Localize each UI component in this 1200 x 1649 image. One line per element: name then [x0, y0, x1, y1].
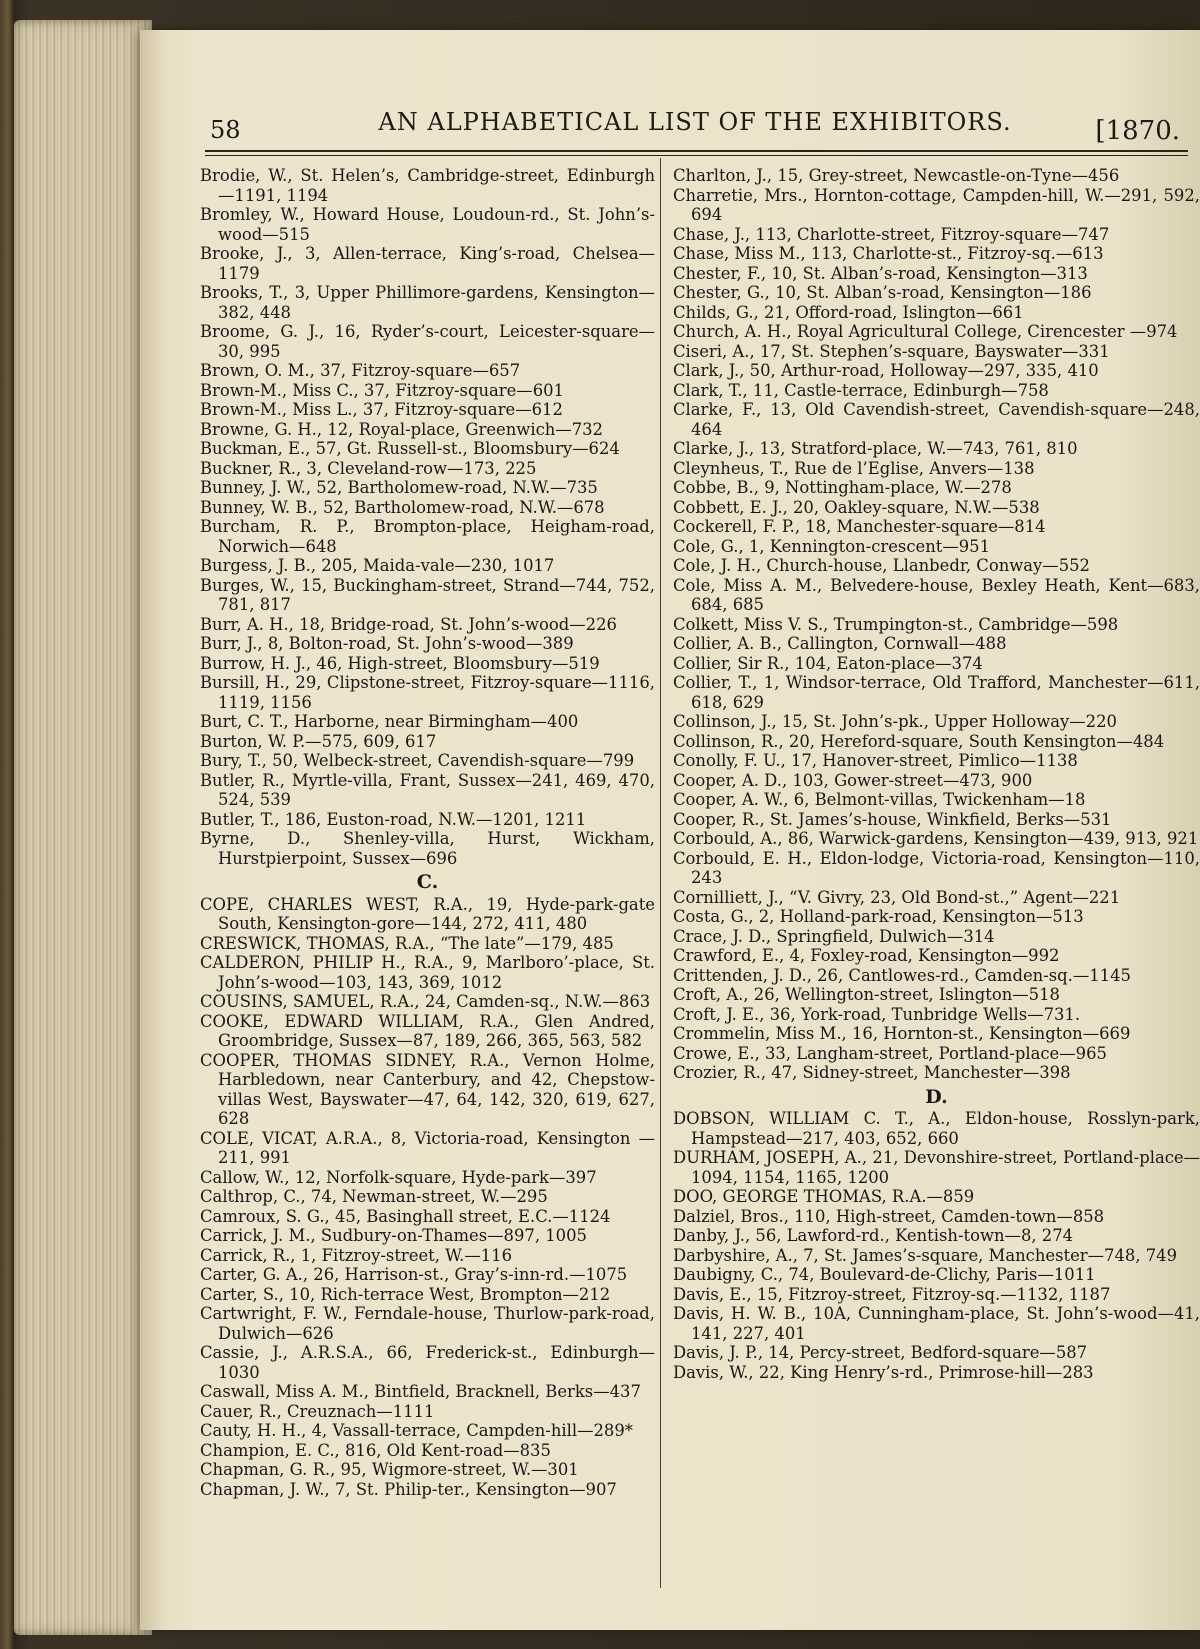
exhibitor-entry: Cole, Miss A. M., Belvedere-house, Bexley Heath, Kent—683, 684, 685: [673, 575, 1200, 614]
exhibitor-entry: Cartwright, F. W., Ferndale-house, Thurlow-park-road, Dulwich—626: [200, 1304, 655, 1343]
exhibitor-entry: Davis, E., 15, Fitzroy-street, Fitzroy-sq.—1132, 1187: [673, 1284, 1111, 1304]
exhibitor-entry: Collier, T., 1, Windsor-terrace, Old Trafford, Manchester—611, 618, 629: [673, 673, 1200, 712]
year-label: [1870.: [1095, 116, 1180, 146]
exhibitor-entry: Clarke, J., 13, Stratford-place, W.—743, 761, 810: [673, 439, 1078, 458]
exhibitor-entry: DOO, GEORGE THOMAS, R.A.—859: [673, 1187, 975, 1206]
exhibitor-entry: DOBSON, WILLIAM C. T., A., Eldon-house, Rosslyn-park, Hampstead—217, 403, 652, 660: [673, 1109, 1200, 1148]
exhibitor-entry: Collinson, R., 20, Hereford-square, South Kensington—484: [673, 731, 1165, 751]
exhibitor-entry: COUSINS, SAMUEL, R.A., 24, Camden-sq., N.W.—863: [200, 992, 651, 1011]
exhibitor-entry: Collier, A. B., Callington, Cornwall—488: [673, 634, 1007, 653]
exhibitor-entry: Crommelin, Miss M., 16, Hornton-st., Kensington—669: [673, 1024, 1131, 1043]
exhibitor-entry: Butler, T., 186, Euston-road, N.W.—1201, 1211: [200, 809, 587, 829]
exhibitor-entry: Chapman, J. W., 7, St. Philip-ter., Kensington—907: [200, 1479, 617, 1499]
exhibitor-entry: Daubigny, C., 74, Boulevard-de-Clichy, Paris—1011: [673, 1265, 1096, 1284]
exhibitor-entry: Cockerell, F. P., 18, Manchester-square—814: [673, 517, 1046, 536]
exhibitor-entry: Croft, J. E., 36, York-road, Tunbridge Wells—731.: [673, 1004, 1081, 1024]
exhibitor-entry: Cauty, H. H., 4, Vassall-terrace, Campden-hill—289*: [200, 1421, 633, 1440]
exhibitor-entry: Ciseri, A., 17, St. Stephen’s-square, Bayswater—331: [673, 341, 1110, 361]
exhibitor-entry: Burgess, J. B., 205, Maida-vale—230, 1017: [200, 556, 555, 575]
exhibitor-entry: Byrne, D., Shenley-villa, Hurst, Wickham, Hurstpierpoint, Sussex—696: [200, 829, 655, 868]
exhibitor-entry: COOPER, THOMAS SIDNEY, R.A., Vernon Holme, Harbledown, near Canterbury, and 42, Chepstow-villas West, Bayswater—47, 64, 142, 320, 619, 627, 628: [200, 1050, 655, 1128]
exhibitor-entry: Corbould, A., 86, Warwick-gardens, Kensington—439, 913, 921: [673, 829, 1199, 848]
exhibitor-entry: Collinson, J., 15, St. John’s-pk., Upper Holloway—220: [673, 712, 1117, 731]
exhibitor-entry: Crawford, E., 4, Foxley-road, Kensington—992: [673, 946, 1060, 965]
exhibitor-entry: Clark, J., 50, Arthur-road, Holloway—297, 335, 410: [673, 361, 1099, 380]
exhibitor-entry: Cauer, R., Creuznach—1111: [200, 1401, 435, 1421]
exhibitor-entry: Collier, Sir R., 104, Eaton-place—374: [673, 653, 983, 673]
page-edges: [14, 20, 152, 1635]
exhibitor-entry: Bunney, W. B., 52, Bartholomew-road, N.W.—678: [200, 497, 605, 517]
exhibitor-entry: CALDERON, PHILIP H., R.A., 9, Marlboro’-place, St. John’s-wood—103, 143, 369, 1012: [200, 953, 655, 992]
exhibitor-entry: Cornilliett, J., “V. Givry, 23, Old Bond-st.,” Agent—221: [673, 887, 1121, 907]
exhibitor-entry: DURHAM, JOSEPH, A., 21, Devonshire-street, Portland-place—1094, 1154, 1165, 1200: [673, 1148, 1200, 1187]
exhibitor-entry: Carrick, R., 1, Fitzroy-street, W.—116: [200, 1245, 513, 1265]
exhibitor-entry: Brown, O. M., 37, Fitzroy-square—657: [200, 361, 521, 380]
exhibitor-entry: Danby, J., 56, Lawford-rd., Kentish-town—8, 274: [673, 1226, 1074, 1245]
exhibitor-entry: Cleynheus, T., Rue de l’Eglise, Anvers—138: [673, 458, 1035, 478]
exhibitor-entry: Cooper, R., St. James’s-house, Winkfield, Berks—531: [673, 809, 1112, 829]
exhibitor-entry: Burton, W. P.—575, 609, 617: [200, 731, 437, 751]
exhibitor-entry: Cole, J. H., Church-house, Llanbedr, Conway—552: [673, 556, 1090, 575]
exhibitor-entry: Callow, W., 12, Norfolk-square, Hyde-park—397: [200, 1167, 597, 1187]
exhibitor-entry: Brooke, J., 3, Allen-terrace, King’s-road, Chelsea—1179: [200, 244, 655, 283]
exhibitor-entry: Carrick, J. M., Sudbury-on-Thames—897, 1005: [200, 1226, 587, 1245]
exhibitor-entry: Cassie, J., A.R.S.A., 66, Frederick-st., Edinburgh—1030: [200, 1343, 655, 1382]
exhibitor-entry: Conolly, F. U., 17, Hanover-street, Pimlico—1138: [673, 751, 1078, 770]
exhibitor-entry: Champion, E. C., 816, Old Kent-road—835: [200, 1440, 551, 1460]
header-rule: [205, 150, 1188, 152]
exhibitor-entry: Burr, A. H., 18, Bridge-road, St. John’s-wood—226: [200, 614, 617, 634]
exhibitor-entry: Davis, H. W. B., 10A, Cunningham-place, St. John’s-wood—41, 141, 227, 401: [673, 1304, 1200, 1343]
exhibitor-entry: Croft, A., 26, Wellington-street, Islington—518: [673, 985, 1060, 1004]
exhibitor-entry: Caswall, Miss A. M., Bintfield, Bracknell, Berks—437: [200, 1382, 641, 1401]
exhibitor-entry: Colkett, Miss V. S., Trumpington-st., Cambridge—598: [673, 614, 1119, 634]
exhibitor-entry: Church, A. H., Royal Agricultural College, Cirencester —974: [673, 322, 1178, 341]
section-letter: C.: [416, 871, 439, 893]
exhibitor-entry: Crozier, R., 47, Sidney-street, Manchester—398: [673, 1063, 1071, 1082]
exhibitor-entry: Burges, W., 15, Buckingham-street, Strand—744, 752, 781, 817: [200, 575, 655, 614]
exhibitor-entry: Cole, G., 1, Kennington-crescent—951: [673, 536, 991, 556]
exhibitor-entry: Charretie, Mrs., Hornton-cottage, Campden-hill, W.—291, 592, 694: [673, 185, 1200, 224]
exhibitor-entry: Chapman, G. R., 95, Wigmore-street, W.—301: [200, 1460, 579, 1479]
exhibitor-entry: Carter, S., 10, Rich-terrace West, Brompton—212: [200, 1284, 611, 1304]
exhibitor-entry: Burrow, H. J., 46, High-street, Bloomsbury—519: [200, 653, 600, 673]
exhibitor-entry: Chester, F., 10, St. Alban’s-road, Kensington—313: [673, 263, 1088, 283]
exhibitor-entry: Burr, J., 8, Bolton-road, St. John’s-wood—389: [200, 634, 574, 653]
exhibitor-entry: Buckner, R., 3, Cleveland-row—173, 225: [200, 458, 537, 478]
exhibitor-entry: Buckman, E., 57, Gt. Russell-st., Bloomsbury—624: [200, 439, 620, 458]
exhibitor-entry: Butler, R., Myrtle-villa, Frant, Sussex—241, 469, 470, 524, 539: [200, 770, 655, 809]
header-rule-thin: [205, 155, 1188, 156]
exhibitor-entry: Brooks, T., 3, Upper Phillimore-gardens, Kensington—382, 448: [200, 283, 655, 322]
exhibitor-entry: Cooper, A. D., 103, Gower-street—473, 900: [673, 770, 1033, 790]
exhibitor-entry: Browne, G. H., 12, Royal-place, Greenwich—732: [200, 419, 603, 439]
exhibitor-entry: Chase, Miss M., 113, Charlotte-st., Fitzroy-sq.—613: [673, 244, 1104, 263]
exhibitor-entry: Burcham, R. P., Brompton-place, Heigham-road, Norwich—648: [200, 517, 655, 556]
exhibitor-entry: Charlton, J., 15, Grey-street, Newcastle-on-Tyne—456: [673, 166, 1120, 185]
exhibitor-entry: Bursill, H., 29, Clipstone-street, Fitzroy-square—1116, 1119, 1156: [200, 673, 655, 712]
left-column: [200, 166, 655, 1499]
exhibitor-entry: Camroux, S. G., 45, Basinghall street, E.C.—1124: [200, 1206, 611, 1226]
right-column: [673, 166, 1200, 1382]
page-title: AN ALPHABETICAL LIST OF THE EXHIBITORS.: [378, 108, 1012, 136]
exhibitor-entry: Darbyshire, A., 7, St. James’s-square, Manchester—748, 749: [673, 1245, 1178, 1265]
exhibitor-entry: Cooper, A. W., 6, Belmont-villas, Twickenham—18: [673, 790, 1086, 809]
exhibitor-entry: Bunney, J. W., 52, Bartholomew-road, N.W.—735: [200, 478, 598, 497]
exhibitor-entry: Chase, J., 113, Charlotte-street, Fitzroy-square—747: [673, 224, 1110, 244]
exhibitor-entry: Crace, J. D., Springfield, Dulwich—314: [673, 926, 995, 946]
exhibitor-entry: Brown-M., Miss C., 37, Fitzroy-square—601: [200, 380, 564, 400]
exhibitor-entry: Dalziel, Bros., 110, High-street, Camden-town—858: [673, 1206, 1105, 1226]
exhibitor-entry: Corbould, E. H., Eldon-lodge, Victoria-road, Kensington—110, 243: [673, 848, 1200, 887]
exhibitor-entry: Clarke, F., 13, Old Cavendish-street, Cavendish-square—248, 464: [673, 400, 1200, 439]
running-header: [210, 90, 1180, 146]
exhibitor-entry: Davis, J. P., 14, Percy-street, Bedford-square—587: [673, 1343, 1088, 1362]
exhibitor-entry: Brodie, W., St. Helen’s, Cambridge-street, Edinburgh —1191, 1194: [200, 166, 655, 205]
exhibitor-entry: Clark, T., 11, Castle-terrace, Edinburgh—758: [673, 380, 1049, 400]
exhibitor-entry: Crittenden, J. D., 26, Cantlowes-rd., Camden-sq.—1145: [673, 965, 1131, 985]
exhibitor-entry: COPE, CHARLES WEST, R.A., 19, Hyde-park-gate South, Kensington-gore—144, 272, 411, 480: [200, 894, 655, 933]
page-number: 58: [210, 116, 241, 144]
exhibitor-entry: Costa, G., 2, Holland-park-road, Kensington—513: [673, 907, 1084, 926]
exhibitor-entry: Davis, W., 22, King Henry’s-rd., Primrose-hill—283: [673, 1362, 1094, 1382]
exhibitor-entry: Cobbe, B., 9, Nottingham-place, W.—278: [673, 478, 1012, 497]
exhibitor-entry: Brown-M., Miss L., 37, Fitzroy-square—612: [200, 400, 563, 419]
exhibitor-entry: Childs, G., 21, Offord-road, Islington—661: [673, 302, 1024, 322]
exhibitor-entry: Burt, C. T., Harborne, near Birmingham—400: [200, 712, 579, 731]
exhibitor-entry: Cobbett, E. J., 20, Oakley-square, N.W.—538: [673, 497, 1040, 517]
column-divider: [660, 158, 661, 1588]
page: [140, 30, 1200, 1630]
section-letter: D.: [925, 1085, 948, 1108]
exhibitor-entry: Carter, G. A., 26, Harrison-st., Gray’s-inn-rd.—1075: [200, 1265, 628, 1284]
exhibitor-entry: Bury, T., 50, Welbeck-street, Cavendish-square—799: [200, 751, 635, 770]
exhibitor-entry: Bromley, W., Howard House, Loudoun-rd., St. John’s-wood—515: [200, 205, 655, 244]
exhibitor-entry: Chester, G., 10, St. Alban’s-road, Kensington—186: [673, 283, 1092, 302]
exhibitor-entry: CRESWICK, THOMAS, R.A., “The late”—179, 485: [200, 933, 614, 953]
exhibitor-entry: COOKE, EDWARD WILLIAM, R.A., Glen Andred, Groombridge, Sussex—87, 189, 266, 365, 563, 582: [200, 1011, 655, 1050]
exhibitor-entry: COLE, VICAT, A.R.A., 8, Victoria-road, Kensington —211, 991: [200, 1128, 655, 1167]
exhibitor-entry: Crowe, E., 33, Langham-street, Portland-place—965: [673, 1043, 1107, 1063]
exhibitor-entry: Calthrop, C., 74, Newman-street, W.—295: [200, 1187, 548, 1206]
exhibitor-entry: Broome, G. J., 16, Ryder’s-court, Leicester-square—30, 995: [200, 322, 655, 361]
